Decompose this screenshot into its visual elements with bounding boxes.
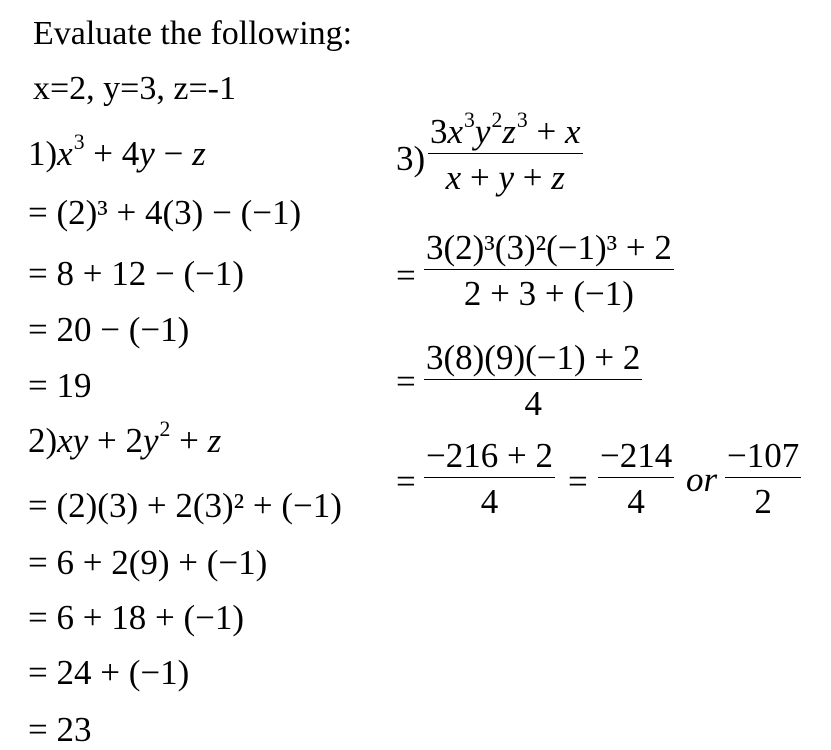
problem-3-answer bbox=[725, 438, 801, 519]
equals-sign: = bbox=[396, 362, 416, 401]
problem-1-number: 1) bbox=[28, 134, 58, 173]
problem-3-number: 3) bbox=[396, 139, 426, 178]
equals-sign: = bbox=[396, 256, 416, 295]
fraction-denominator: 4 bbox=[480, 482, 499, 521]
fraction-numerator: 3(8)(9)(−1) + 2 bbox=[426, 338, 641, 377]
problem-2-number: 2) bbox=[28, 421, 58, 460]
problem-3-step-2 bbox=[424, 340, 642, 421]
problem-2-step-1: = (2)(3) + 2(3)² + (−1) bbox=[28, 486, 342, 525]
heading: Evaluate the following: bbox=[33, 15, 353, 52]
problem-3-step-3 bbox=[424, 438, 555, 519]
problem-3-numerator: $3x^3y^2z^3 + x$ bbox=[430, 108, 581, 151]
fraction-numerator: −107 bbox=[727, 436, 800, 475]
problem-1-step-3: = 20 − (−1) bbox=[28, 310, 190, 349]
fraction-denominator: 2 bbox=[754, 482, 772, 521]
problem-2-step-2: = 6 + 2(9) + (−1) bbox=[28, 543, 268, 582]
fraction-numerator: −214 bbox=[600, 436, 673, 475]
problem-2-step-3: = 6 + 18 + (−1) bbox=[28, 598, 245, 637]
fraction-denominator: 2 + 3 + (−1) bbox=[463, 274, 634, 313]
problem-2-expression: $2)xy + 2y^2 + z$ bbox=[28, 417, 222, 460]
problem-1-step-1: = (2)³ + 4(3) − (−1) bbox=[28, 193, 302, 232]
fraction-denominator: 4 bbox=[627, 482, 645, 521]
problem-3-step-4 bbox=[598, 438, 674, 519]
problem-3-denominator: x + y + z bbox=[445, 158, 565, 197]
problem-1-step-2: = 8 + 12 − (−1) bbox=[28, 254, 245, 293]
equals-sign: = bbox=[396, 462, 416, 501]
equals-sign: = bbox=[568, 462, 588, 501]
fraction-denominator: 4 bbox=[524, 384, 542, 423]
fraction-numerator: −216 + 2 bbox=[426, 436, 553, 475]
problem-2-step-4: = 24 + (−1) bbox=[28, 653, 190, 692]
problem-3-step-1 bbox=[424, 230, 674, 311]
fraction-numerator: 3(2)³(3)²(−1)³ + 2 bbox=[426, 228, 672, 267]
problem-1-answer: = 19 bbox=[28, 366, 92, 405]
problem-2-answer: = 23 bbox=[28, 710, 92, 749]
or-label: or bbox=[686, 460, 718, 499]
problem-1-expression: $1)x^3 + 4y - z$ bbox=[28, 130, 206, 173]
problem-3-expression bbox=[428, 108, 583, 197]
given-values: x=2, y=3, z=-1 bbox=[33, 70, 236, 107]
